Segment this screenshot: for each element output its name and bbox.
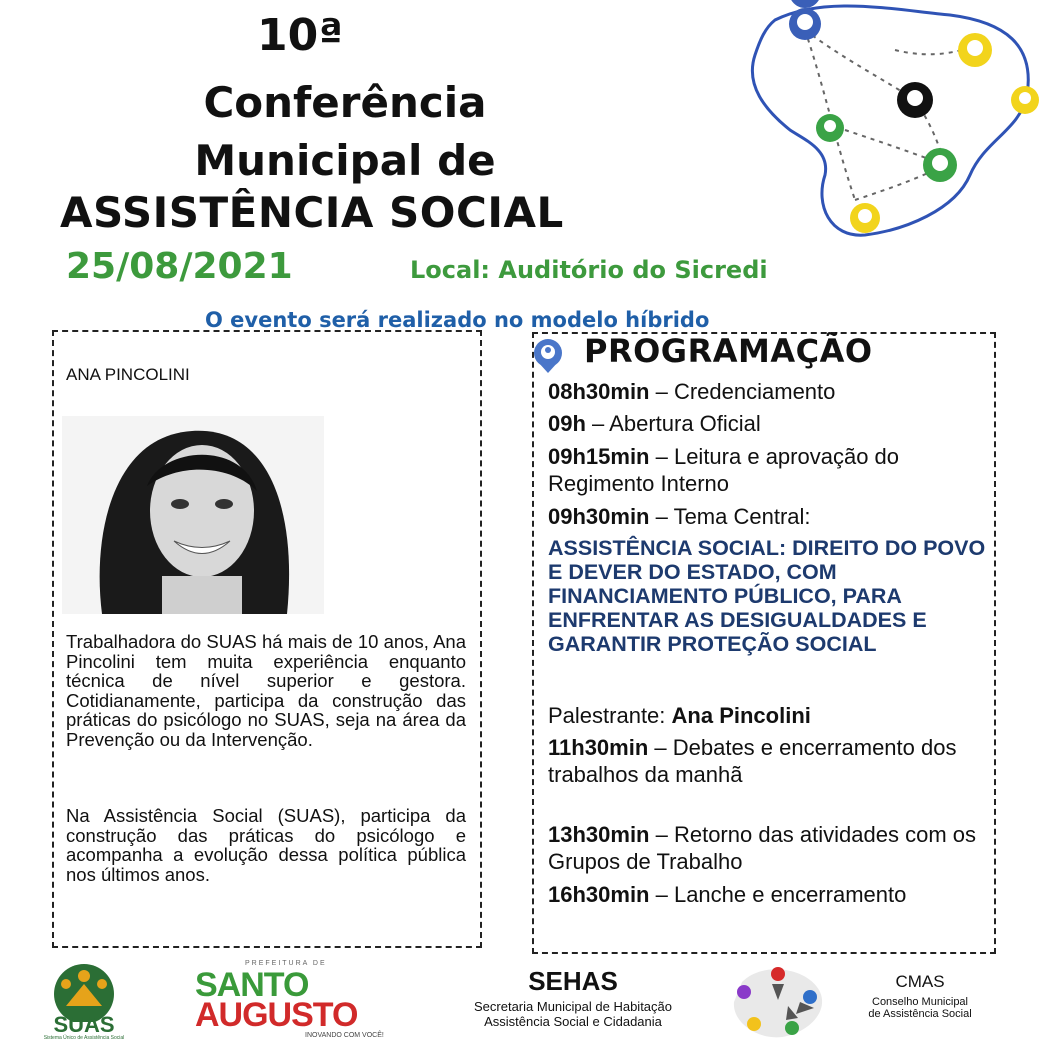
program-speaker: Palestrante: Ana Pincolini — [548, 703, 811, 728]
program-item: 09h15min – Leitura e aprovação do Regimento Interno — [548, 444, 900, 496]
program-item: 16h30min – Lanche e encerramento — [548, 882, 907, 907]
suas-logo: SUAS Sistema Único de Assistência Social — [36, 962, 132, 1042]
program-item: 09h30min – Tema Central: — [548, 504, 811, 529]
event-date: 25/08/2021 — [66, 246, 293, 287]
title-line-1: Conferência — [203, 78, 487, 127]
speaker-bio-paragraph-2: Na Assistência Social (SUAS), participa da construção das práticas do psicólogo e acompanha a evolução dessa política pública nos últimos anos. — [66, 805, 466, 885]
title-line-2: Municipal de — [194, 136, 496, 185]
santo-augusto-logo: PREFEITURA DE SANTO AUGUSTO INOVANDO COM VOCÊ! — [195, 960, 384, 1039]
program-item: 08h30min – Credenciamento — [548, 379, 836, 404]
program-item: 13h30min – Retorno das atividades com os Grupos de Trabalho — [548, 822, 977, 874]
map-pin-icon — [789, 0, 821, 40]
program-item: 11h30min – Debates e encerramento dos trabalhos da manhã — [548, 735, 957, 787]
program-title: PROGRAMAÇÃO — [584, 332, 873, 370]
hybrid-note: O evento será realizado no modelo híbrido — [205, 308, 710, 332]
speaker-photo — [62, 416, 324, 614]
speaker-bio-paragraph-1: Trabalhadora do SUAS há mais de 10 anos, Ana Pincolini tem muita experiência enquanto técnica de nível superior e gestora. Cotidianamente, participa da construção das práticas do psicólogo no SUAS, seja na área da Prevenção ou da Intervenção. — [66, 631, 466, 750]
program-item: 09h – Abertura Oficial — [548, 411, 761, 436]
central-theme: ASSISTÊNCIA SOCIAL: DIREITO DO POVO E DEVER DO ESTADO, COM FINANCIAMENTO PÚBLICO, PARA ENFRENTAR AS DESIGUALDADES E GARANTIR PROTEÇÃO SOCIAL — [548, 536, 986, 656]
cmas-logo: CMAS Conselho Municipal de Assistência Social — [868, 972, 972, 1020]
event-location: Local: Auditório do Sicredi — [410, 256, 768, 284]
speaker-name: ANA PINCOLINI — [66, 365, 190, 384]
brazil-map-illustration — [735, 0, 1050, 245]
title-line-3: ASSISTÊNCIA SOCIAL — [60, 188, 564, 237]
map-pin-icon — [530, 338, 566, 374]
cmas-emblem — [722, 962, 834, 1042]
sehas-logo: SEHAS Secretaria Municipal de Habitação Assistência Social e Cidadania — [474, 966, 672, 1029]
edition-number: 10ª — [256, 10, 344, 61]
